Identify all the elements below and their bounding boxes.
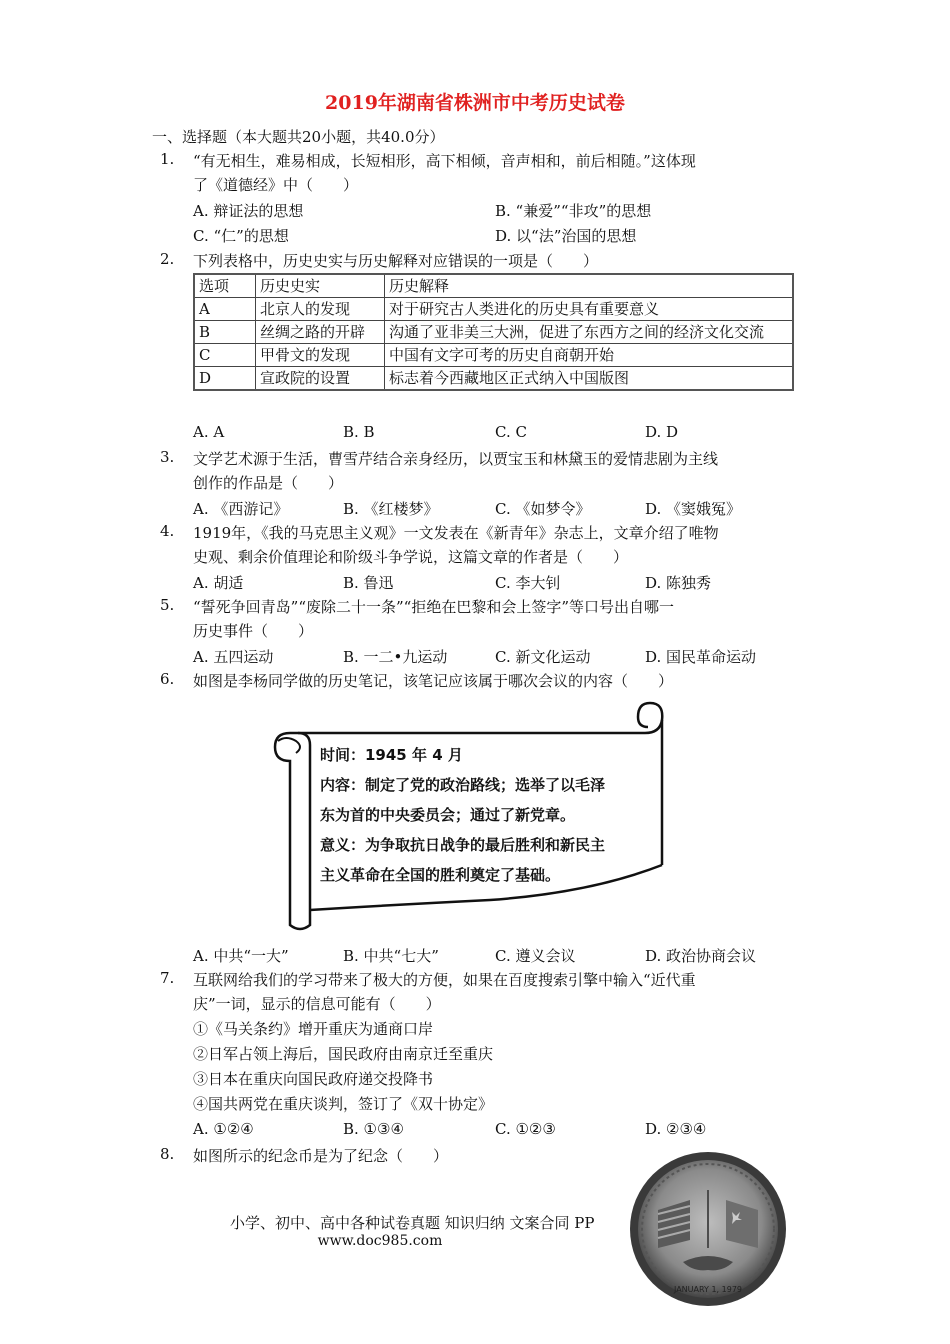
page-title: 2019年湖南省株洲市中考历史试卷 bbox=[325, 92, 625, 114]
question-text: 庆”一词，显示的信息可能有（ ） bbox=[193, 995, 441, 1013]
table-header: 历史史实 bbox=[256, 274, 385, 298]
statement-item: ②日军占领上海后，国民政府由南京迁至重庆 bbox=[193, 1045, 494, 1063]
question-number: 2. bbox=[160, 250, 175, 268]
coin-inscription: JANUARY 1, 1979 bbox=[673, 1285, 743, 1294]
table-cell: A bbox=[194, 298, 256, 321]
option-b: B. 一二•九运动 bbox=[343, 648, 448, 666]
option-d: D. D bbox=[645, 423, 679, 441]
table-row bbox=[194, 367, 793, 391]
question-text: 1919年，《我的马克思主义观》一文发表在《新青年》杂志上，文章介绍了唯物 bbox=[193, 524, 719, 542]
table-header-row bbox=[194, 274, 793, 298]
statement-item: ①《马关条约》增开重庆为通商口岸 bbox=[193, 1020, 434, 1038]
commemorative-coin-image bbox=[628, 1150, 788, 1308]
option-a: A. 五四运动 bbox=[193, 648, 274, 666]
history-table bbox=[193, 273, 794, 391]
option-d: D. 陈独秀 bbox=[645, 574, 712, 592]
question-text: 如图所示的纪念币是为了纪念（ ） bbox=[193, 1147, 449, 1165]
table-cell: B bbox=[194, 321, 256, 344]
option-a: A. 中共“一大” bbox=[193, 947, 289, 965]
option-c: C. “仁”的思想 bbox=[193, 227, 289, 245]
statement-item: ③日本在重庆向国民政府递交投降书 bbox=[193, 1070, 434, 1088]
option-d: D. ②③④ bbox=[645, 1120, 707, 1138]
table-cell: 丝绸之路的开辟 bbox=[256, 321, 385, 344]
option-a: A. 辩证法的思想 bbox=[193, 202, 304, 220]
question-text: 历史事件（ ） bbox=[193, 622, 314, 640]
question-number: 1. bbox=[160, 150, 175, 168]
question-number: 3. bbox=[160, 448, 175, 466]
option-b: B. “兼爱”“非攻”的思想 bbox=[495, 202, 652, 220]
table-cell: C bbox=[194, 344, 256, 367]
question-text: “誓死争回青岛”“废除二十一条”“拒绝在巴黎和会上签字”等口号出自哪一 bbox=[193, 598, 675, 616]
table-cell: 沟通了亚非美三大洲，促进了东西方之间的经济文化交流 bbox=[385, 321, 794, 344]
option-d: D. 以“法”治国的思想 bbox=[495, 227, 637, 245]
table-cell: 宣政院的设置 bbox=[256, 367, 385, 391]
question-text: “有无相生，难易相成，长短相形，高下相倾，音声相和，前后相随。”这体现 bbox=[193, 152, 696, 170]
table-row bbox=[194, 344, 793, 367]
option-a: A. ①②④ bbox=[193, 1120, 254, 1138]
question-text: 史观、剩余价值理论和阶级斗争学说，这篇文章的作者是（ ） bbox=[193, 548, 629, 566]
table-cell: 北京人的发现 bbox=[256, 298, 385, 321]
option-b: B. 《红楼梦》 bbox=[343, 500, 439, 518]
option-b: B. 中共“七大” bbox=[343, 947, 439, 965]
option-b: B. 鲁迅 bbox=[343, 574, 394, 592]
question-number: 5. bbox=[160, 596, 175, 614]
table-cell: 标志着今西藏地区正式纳入中国版图 bbox=[385, 367, 794, 391]
table-header: 历史解释 bbox=[385, 274, 794, 298]
section-heading: 一、选择题（本大题共20小题，共40.0分） bbox=[152, 128, 445, 146]
option-a: A. 《西游记》 bbox=[193, 500, 289, 518]
table-cell: 中国有文字可考的历史自商朝开始 bbox=[385, 344, 794, 367]
question-number: 7. bbox=[160, 969, 175, 987]
table-cell: 甲骨文的发现 bbox=[256, 344, 385, 367]
question-text: 互联网给我们的学习带来了极大的方便，如果在百度搜索引擎中输入“近代重 bbox=[193, 971, 696, 989]
option-c: C. 李大钊 bbox=[495, 574, 561, 592]
question-text: 创作的作品是（ ） bbox=[193, 474, 344, 492]
note-content bbox=[320, 740, 660, 890]
question-text: 文学艺术源于生活，曹雪芹结合亲身经历，以贾宝玉和林黛玉的爱情悲剧为主线 bbox=[193, 450, 719, 468]
footer-text: 小学、初中、高中各种试卷真题 知识归纳 文案合同 PP bbox=[230, 1214, 595, 1232]
question-text: 了《道德经》中（ ） bbox=[193, 176, 359, 194]
table-header: 选项 bbox=[194, 274, 256, 298]
option-c: C. ①②③ bbox=[495, 1120, 556, 1138]
table-row bbox=[194, 321, 793, 344]
option-a: A. 胡适 bbox=[193, 574, 244, 592]
option-a: A. A bbox=[193, 423, 225, 441]
question-number: 6. bbox=[160, 670, 175, 688]
question-number: 8. bbox=[160, 1145, 175, 1163]
note-meaning-line: 意义：为争取抗日战争的最后胜利和新民主 bbox=[320, 836, 606, 854]
note-content-line: 内容：制定了党的政治路线；选举了以毛泽 bbox=[320, 776, 606, 794]
option-c: C. 新文化运动 bbox=[495, 648, 591, 666]
note-meaning-line: 主义革命在全国的胜利奠定了基础。 bbox=[320, 866, 561, 884]
question-text: 如图是李杨同学做的历史笔记，该笔记应该属于哪次会议的内容（ ） bbox=[193, 672, 674, 690]
option-b: B. ①③④ bbox=[343, 1120, 404, 1138]
option-c: C. 遵义会议 bbox=[495, 947, 576, 965]
option-d: D. 国民革命运动 bbox=[645, 648, 757, 666]
statement-item: ④国共两党在重庆谈判，签订了《双十协定》 bbox=[193, 1095, 494, 1113]
footer-url: www.doc985.com bbox=[317, 1233, 443, 1249]
table-row bbox=[194, 298, 793, 321]
table-cell: D bbox=[194, 367, 256, 391]
table-cell: 对于研究古人类进化的历史具有重要意义 bbox=[385, 298, 794, 321]
option-c: C. C bbox=[495, 423, 527, 441]
option-c: C. 《如梦令》 bbox=[495, 500, 591, 518]
question-text: 下列表格中，历史史实与历史解释对应错误的一项是（ ） bbox=[193, 252, 599, 270]
note-content-line: 东为首的中央委员会；通过了新党章。 bbox=[320, 806, 576, 824]
option-b: B. B bbox=[343, 423, 375, 441]
option-d: D. 政治协商会议 bbox=[645, 947, 757, 965]
option-d: D. 《窦娥冤》 bbox=[645, 500, 742, 518]
note-time: 时间：1945 年 4 月 bbox=[320, 746, 463, 764]
question-number: 4. bbox=[160, 522, 175, 540]
